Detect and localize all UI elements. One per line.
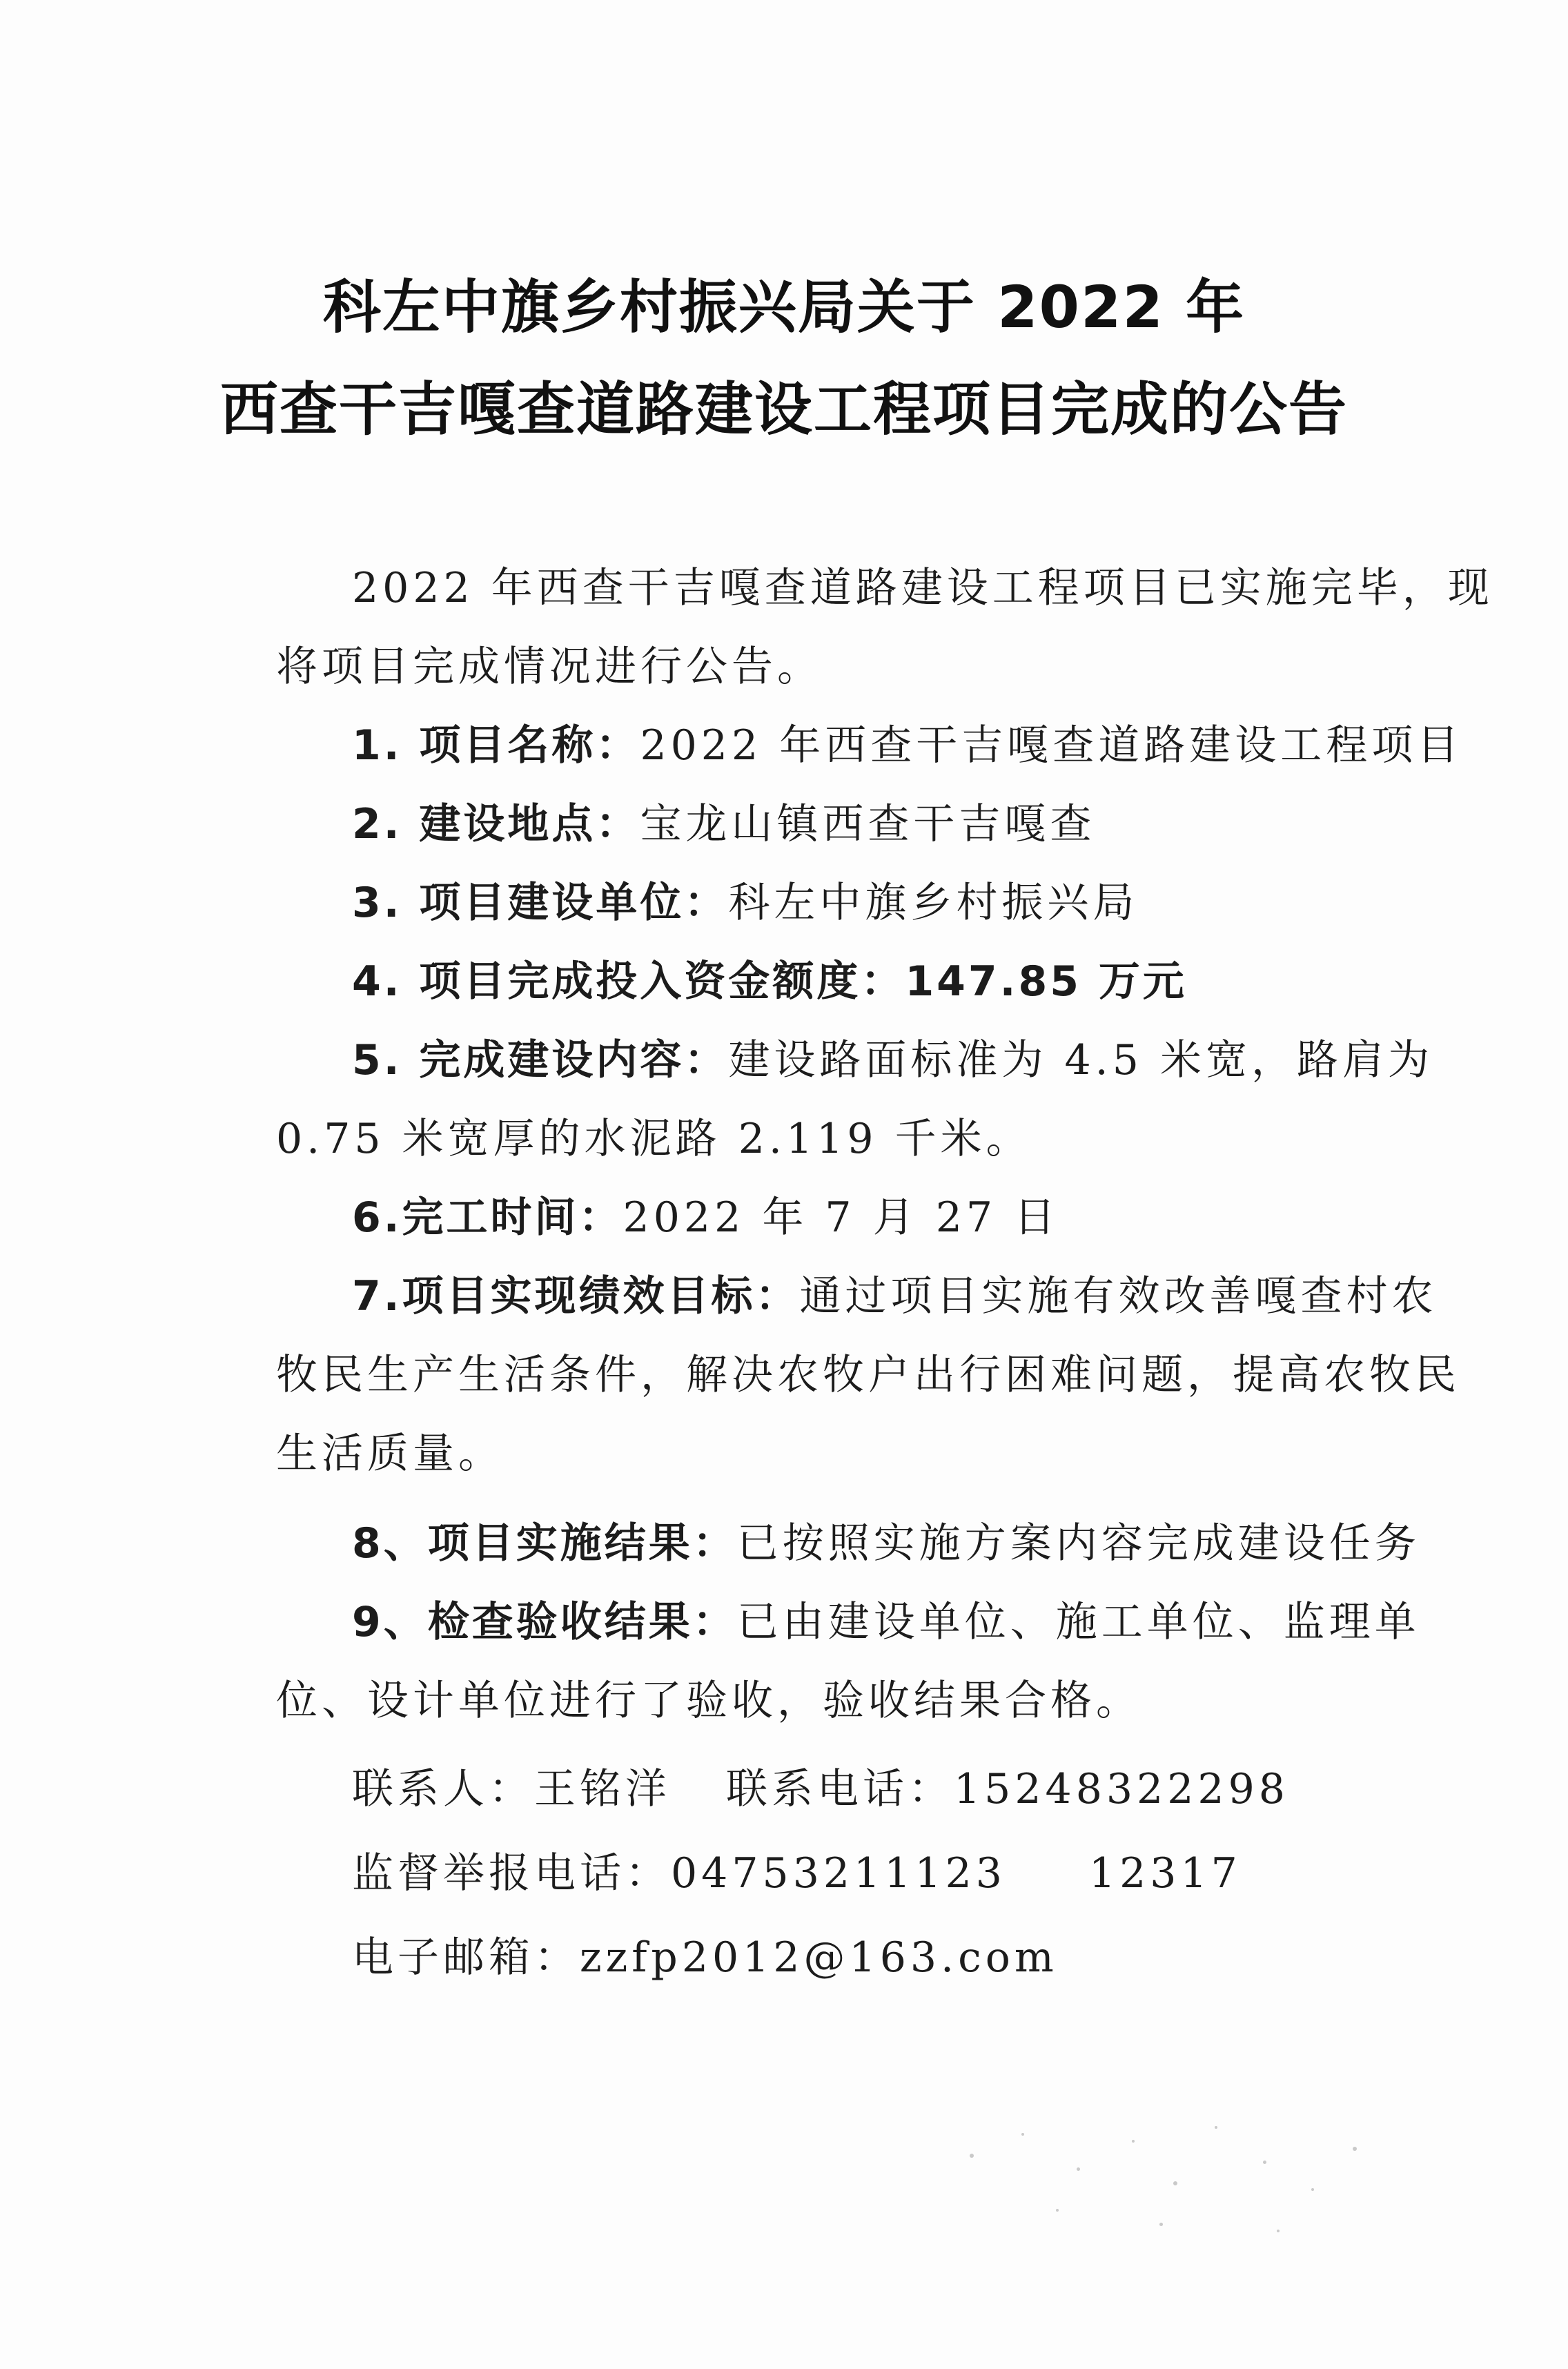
scan-speck [1132, 2140, 1135, 2143]
item-inspection-result [352, 1595, 1420, 1650]
item-value: 通过项目实施有效改善嘎查村农 [799, 1272, 1438, 1320]
intro-line-2: 将项目完成情况进行公告。 [276, 643, 823, 691]
scan-speck [1159, 2223, 1163, 2226]
item-construction-content-cont: 0.75 米宽厚的水泥路 2.119 千米。 [276, 1115, 1032, 1163]
document-title-line-1: 科左中旗乡村振兴局关于 2022 年 [322, 273, 1246, 341]
item-label: 8、项目实施结果： [352, 1519, 737, 1568]
item-value: 已按照实施方案内容完成建设任务 [736, 1519, 1420, 1568]
scan-speck [970, 2154, 974, 2158]
report-phone-line [352, 1846, 1242, 1901]
item-inspection-result-cont: 位、设计单位进行了验收，验收结果合格。 [276, 1677, 1141, 1725]
item-label: 9、检查验收结果： [352, 1598, 737, 1646]
item-value: 2022 年西查干吉嘎查道路建设工程项目 [640, 721, 1463, 770]
item-construction-unit [352, 875, 1138, 930]
item-label: 5. 完成建设内容： [352, 1036, 729, 1084]
scan-speck [1215, 2126, 1217, 2129]
item-value: 建设路面标准为 4.5 米宽，路肩为 [728, 1036, 1434, 1084]
item-completion-date [352, 1190, 1059, 1245]
email-address: zzfp2012@163.com [580, 1933, 1058, 1982]
email-label: 电子邮箱： [352, 1933, 580, 1982]
report-phone-number-2: 12317 [1088, 1849, 1242, 1898]
document-title-line-2: 西查干吉嘎查道路建设工程项目完成的公告 [219, 376, 1348, 443]
item-label: 6.完工时间： [352, 1193, 623, 1242]
item-project-name [352, 718, 1462, 773]
item-value: 147.85 万元 [905, 957, 1187, 1006]
item-label: 1. 项目名称： [352, 721, 640, 770]
scan-speck [1021, 2133, 1024, 2136]
scan-speck [1173, 2181, 1177, 2185]
scan-speck [1311, 2188, 1314, 2191]
item-label: 7.项目实现绩效目标： [352, 1272, 800, 1320]
item-investment-amount [352, 954, 1187, 1009]
item-performance-goal-cont-1: 牧民生产生活条件，解决农牧户出行困难问题，提高农牧民 [276, 1351, 1460, 1399]
item-value: 宝龙山镇西查干吉嘎查 [640, 800, 1096, 848]
item-value: 2022 年 7 月 27 日 [623, 1193, 1060, 1242]
item-label: 4. 项目完成投入资金额度： [352, 957, 905, 1006]
contact-person-line [352, 1762, 1289, 1817]
report-phone-label: 监督举报电话： [352, 1849, 671, 1898]
item-value: 科左中旗乡村振兴局 [728, 879, 1139, 927]
report-phone-number-1: 04753211123 [671, 1849, 1006, 1898]
item-label: 3. 项目建设单位： [352, 879, 729, 927]
contact-phone-number: 15248322298 [954, 1765, 1289, 1813]
item-performance-goal-cont-2: 生活质量。 [276, 1430, 504, 1478]
contact-person-label: 联系人： [352, 1765, 534, 1813]
item-construction-content [352, 1033, 1433, 1088]
scan-speck [1056, 2209, 1059, 2212]
scan-speck [1353, 2147, 1357, 2151]
intro-line-1: 2022 年西查干吉嘎查道路建设工程项目已实施完毕，现 [352, 564, 1493, 612]
item-performance-goal [352, 1269, 1438, 1324]
item-construction-site [352, 797, 1095, 852]
scan-speck [1263, 2161, 1266, 2164]
item-label: 2. 建设地点： [352, 800, 640, 848]
item-implementation-result [352, 1516, 1420, 1571]
scan-speck [1277, 2230, 1280, 2232]
scan-speck [1077, 2167, 1080, 2171]
email-line [352, 1930, 1058, 1985]
item-value: 已由建设单位、施工单位、监理单 [736, 1598, 1420, 1646]
contact-person-name: 王铭洋 [534, 1765, 671, 1813]
contact-phone-label: 联系电话： [726, 1765, 954, 1813]
